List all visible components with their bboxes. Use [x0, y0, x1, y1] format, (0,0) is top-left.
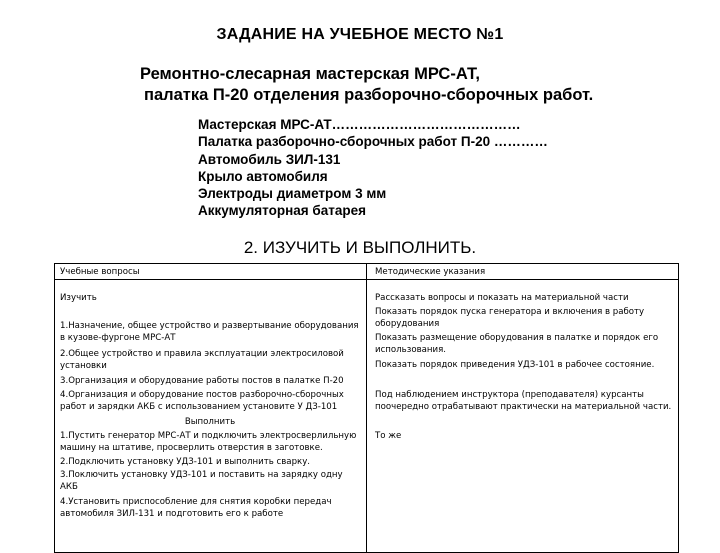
method-note: Показать порядок пуска генератора и включения в работу оборудования [375, 307, 645, 330]
same-note: То же [375, 431, 402, 441]
workplace-subtitle [140, 64, 593, 106]
header-study-questions: Учебные вопросы [60, 267, 140, 277]
method-note: Рассказать вопросы и показать на материальной части [375, 293, 629, 303]
study-label: Изучить [60, 293, 97, 303]
equipment-item: Автомобиль ЗИЛ-131 [198, 151, 341, 167]
study-item: 4.Организация и оборудование постов разборочно-сборочных работ и зарядки АКБ с использованием установите У ДЗ-101 [60, 390, 344, 413]
perform-item: 1.Пустить генератор МРС-АТ и подключить электросверлильную машину на штативе, просверлить отверстия в заготовке. [60, 431, 357, 454]
header-method-notes: Методические указания [375, 267, 486, 277]
equipment-list [198, 116, 548, 220]
header-divider [55, 279, 678, 280]
column-divider [366, 264, 367, 552]
equipment-item: Электроды диаметром 3 мм [198, 186, 387, 202]
equipment-item: Аккумуляторная батарея [198, 203, 366, 219]
study-item: 3.Организация и оборудование работы постов в палатке П-20 [60, 376, 344, 386]
equipment-item: Мастерская МРС-АТ…………………………………… [198, 117, 521, 132]
method-note: Показать размещение оборудования в палатке и порядок его использования. [375, 333, 659, 356]
instructor-note: Под наблюдением инструктора (преподавателя) курсанты поочередно отрабатывают практически на материальной части. [375, 390, 672, 413]
equipment-item: Палатка разборочно-сборочных работ П-20 ………… [198, 134, 548, 150]
tasks-table [54, 263, 679, 553]
section-title: 2. ИЗУЧИТЬ И ВЫПОЛНИТЬ. [243, 238, 477, 257]
study-item: 1.Назначение, общее устройство и развертывание оборудования в кузове-фургоне МРС-АТ [60, 321, 359, 344]
perform-item: 2.Подключить установку УДЗ-101 и выполнить сварку. [60, 457, 311, 467]
method-note: Показать порядок приведения УДЗ-101 в рабочее состояние. [375, 360, 655, 370]
perform-item: 4.Установить приспособление для снятия коробки передач автомобиля ЗИЛ-131 и подготовить его к работе [60, 497, 332, 520]
page-title: ЗАДАНИЕ НА УЧЕБНОЕ МЕСТО №1 [216, 26, 504, 43]
perform-item: 3.Поключить установку УДЗ-101 и поставить на зарядку одну АКБ [60, 470, 343, 493]
equipment-item: Крыло автомобиля [198, 168, 328, 184]
subtitle-line-2: палатка П-20 отделения разборочно-сборочных работ. [144, 86, 594, 104]
study-item: 2.Общее устройство и правила эксплуатации электросиловой установки [60, 349, 344, 372]
subtitle-line-1: Ремонтно-слесарная мастерская МРС-АТ, [140, 65, 480, 83]
perform-label: Выполнить [184, 417, 236, 427]
